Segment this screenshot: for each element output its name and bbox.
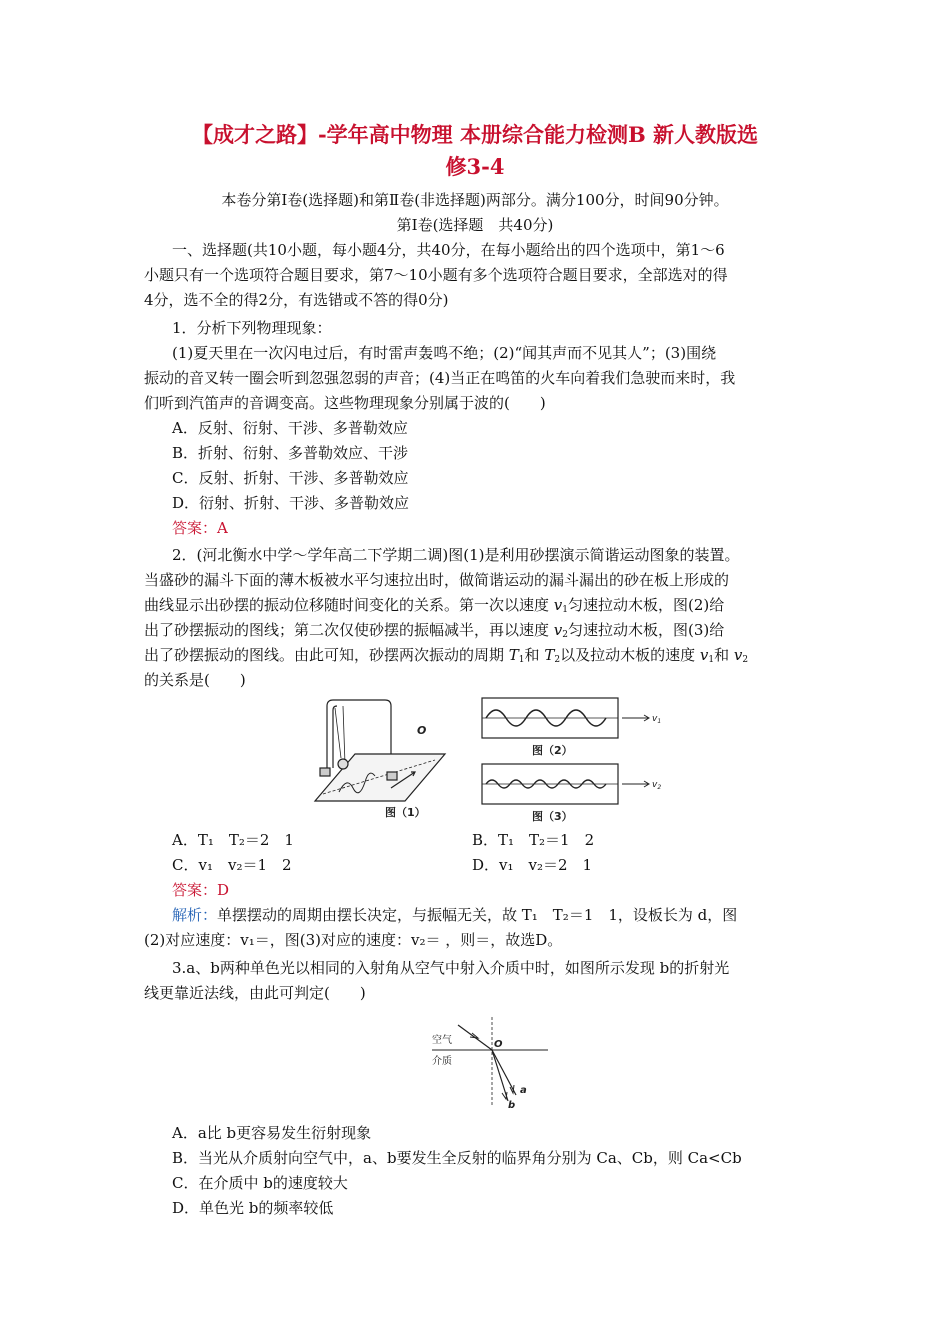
- q2-text-line4: 出了砂摆振动的图线；第二次仅使砂摆的振幅减半，再以速度 $v_2$匀速拉动木板，图(3)给: [144, 621, 725, 640]
- q2-option-b: B．T₁ T₂＝1 2: [472, 831, 595, 849]
- document-title-line2: 修3-4: [445, 154, 505, 179]
- q2-text-line6: 的关系是( ): [144, 671, 246, 689]
- fig2-velocity-label: $v_1$: [652, 714, 662, 725]
- q2-option-c: C．v₁ v₂＝1 2: [172, 856, 292, 874]
- q2-explanation-line1: 解析：单摆摆动的周期由摆长决定，与振幅无关，故 T₁ T₂＝1 1，设板长为 d，图: [172, 906, 738, 924]
- intro-line: 本卷分第Ⅰ卷(选择题)和第Ⅱ卷(非选择题)两部分。满分100分，时间90分钟。: [221, 191, 729, 209]
- q3-text-line2: 线更靠近法线，由此可判定( ): [144, 984, 366, 1002]
- q1-answer: 答案：A: [172, 519, 228, 537]
- instructions-line1: 一、选择题(共10小题，每小题4分，共40分，在每小题给出的四个选项中，第1～6: [172, 241, 725, 259]
- document-title-line1: 【成才之路】-学年高中物理 本册综合能力检测B 新人教版选: [191, 122, 759, 147]
- q1-text-line1: (1)夏天里在一次闪电过后，有时雷声轰鸣不绝；(2)“闻其声而不见其人”；(3)围绕: [172, 344, 717, 362]
- ray-a-label: a: [520, 1085, 527, 1096]
- q1-text-line3: 们听到汽笛声的音调变高。这些物理现象分别属于波的( ): [144, 394, 546, 412]
- sand-pendulum-figure: [305, 696, 455, 822]
- q3-text-line1: 3.a、b两种单色光以相同的入射角从空气中射入介质中时，如图所示发现 b的折射光: [172, 959, 730, 977]
- q2-option-a: A．T₁ T₂＝2 1: [172, 831, 294, 849]
- fig2-label: 图（2）: [532, 744, 573, 757]
- q1-text-line2: 振动的音叉转一圈会听到忽强忽弱的声音；(4)当正在鸣笛的火车向着我们急驶而来时，我: [144, 369, 736, 387]
- var-v2: v: [553, 621, 563, 639]
- fig3-velocity-label: $v_2$: [652, 780, 662, 791]
- explanation-label: 解析：: [172, 906, 218, 924]
- part1-heading: 第Ⅰ卷(选择题 共40分): [396, 216, 554, 234]
- wave-figure-3: [480, 762, 680, 824]
- sand-funnel: [338, 759, 348, 769]
- refraction-figure: [428, 1013, 552, 1109]
- ray-b-label: b: [508, 1100, 516, 1109]
- q2-text-line1: 2．(河北衡水中学～学年高二下学期二调)图(1)是利用砂摆演示简谐运动图象的装置。: [172, 546, 740, 564]
- q2-text-line5: 出了砂摆振动的图线。由此可知，砂摆两次振动的周期 $T_1$和 $T_2$以及拉动木板的速度 $v_1$和 $v_2$: [144, 646, 749, 665]
- q2-explanation-line2: (2)对应速度：v₁＝，图(3)对应的速度：v₂＝ ，则＝，故选D。: [144, 931, 563, 949]
- wave-figure-2: [480, 696, 680, 758]
- medium-label: 介质: [432, 1056, 452, 1067]
- q2-option-d: D．v₁ v₂＝2 1: [472, 856, 593, 874]
- var-v1: v: [553, 596, 563, 614]
- q1-stem: 1．分析下列物理现象：: [172, 319, 332, 337]
- q3-option-c: C．在介质中 b的速度较大: [172, 1174, 348, 1192]
- air-label: 空气: [432, 1035, 452, 1046]
- fig3-label: 图（3）: [532, 810, 573, 823]
- q2-answer: 答案：D: [172, 881, 230, 899]
- point-o-label: O: [494, 1039, 503, 1050]
- wooden-board: [315, 754, 445, 801]
- q3-option-b: B．当光从介质射向空气中，a、b要发生全反射的临界角分别为 Ca、Cb，则 Ca<Cb: [172, 1149, 742, 1167]
- q1-option-b: B．折射、衍射、多普勒效应、干涉: [172, 444, 409, 462]
- q3-option-a: A．a比 b更容易发生衍射现象: [172, 1124, 372, 1142]
- instructions-line2: 小题只有一个选项符合题目要求，第7～10小题有多个选项符合题目要求，全部选对的得: [144, 266, 728, 284]
- fig1-label: 图（1）: [385, 806, 426, 819]
- q1-option-d: D．衍射、折射、干涉、多普勒效应: [172, 494, 410, 512]
- q3-option-d: D．单色光 b的频率较低: [172, 1199, 334, 1217]
- q2-text-line3: 曲线显示出砂摆的振动位移随时间变化的关系。第一次以速度 $v_1$匀速拉动木板，图(2)给: [144, 596, 725, 615]
- q2-text-line2: 当盛砂的漏斗下面的薄木板被水平匀速拉出时，做简谐运动的漏斗漏出的砂在板上形成的: [144, 571, 730, 589]
- q1-option-c: C．反射、折射、干涉、多普勒效应: [172, 469, 409, 487]
- q1-option-a: A．反射、衍射、干涉、多普勒效应: [172, 419, 408, 437]
- instructions-line3: 4分，选不全的得2分，有选错或不答的得0分): [144, 291, 449, 309]
- fig1-point-o: O: [417, 724, 427, 737]
